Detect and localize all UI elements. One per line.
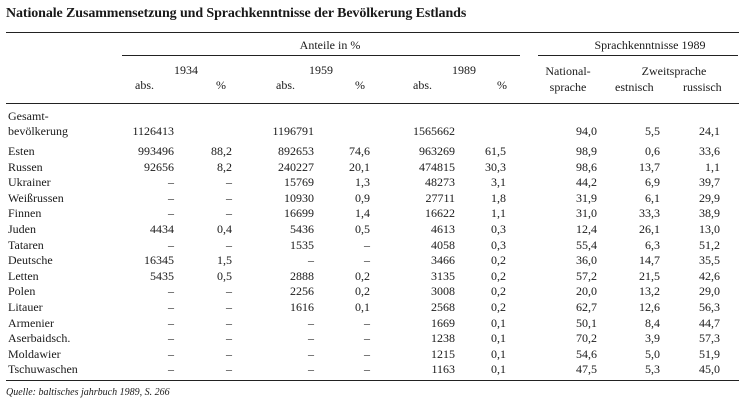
row-label: Polen [8, 284, 36, 298]
table-cell: – [226, 206, 232, 220]
table-cell: 54,6 [576, 347, 597, 361]
table-cell: 38,9 [699, 206, 720, 220]
row-label: Deutsche [8, 253, 53, 267]
table-cell: 0,2 [491, 253, 506, 267]
table-cell: 16345 [144, 253, 174, 267]
row-label: Moldawier [8, 347, 61, 361]
header-abs-1934: abs. [135, 78, 154, 92]
table-cell: – [168, 191, 174, 205]
row-label: Juden [8, 222, 36, 236]
table-cell: – [226, 191, 232, 205]
table-cell: – [308, 316, 314, 330]
table-cell: 0,5 [355, 222, 370, 236]
table-cell: 0,9 [355, 191, 370, 205]
table-cell: – [364, 238, 370, 252]
header-year-1959: 1959 [309, 63, 333, 77]
header-bottom-rule [6, 103, 739, 104]
table-cell: 56,3 [699, 300, 720, 314]
table-cell: 6,9 [645, 175, 660, 189]
table-cell: – [226, 347, 232, 361]
table-cell: – [168, 300, 174, 314]
table-cell: 0,2 [491, 300, 506, 314]
total-cell: 5,5 [645, 124, 660, 138]
table-cell: 0,2 [491, 284, 506, 298]
table-cell: 57,2 [576, 269, 597, 283]
total-cell: 1196791 [272, 124, 314, 138]
table-cell: 1,3 [355, 175, 370, 189]
table-cell: 0,2 [355, 269, 370, 283]
table-cell: 4434 [150, 222, 174, 236]
table-cell: 47,5 [576, 362, 597, 376]
table-cell: 5,3 [645, 362, 660, 376]
table-cell: 0,5 [217, 269, 232, 283]
table-cell: 0,1 [355, 300, 370, 314]
table-cell: 92656 [144, 160, 174, 174]
table-cell: 993496 [138, 144, 174, 158]
table-cell: 1,5 [217, 253, 232, 267]
row-label: Weißrussen [8, 191, 64, 205]
total-cell: 1565662 [413, 124, 455, 138]
row-label: Tschuwaschen [8, 362, 78, 376]
table-cell: – [364, 347, 370, 361]
table-cell: 0,2 [355, 284, 370, 298]
table-cell: 98,6 [576, 160, 597, 174]
table-cell: 0,4 [217, 222, 232, 236]
table-cell: 4058 [431, 238, 455, 252]
table-cell: 55,4 [576, 238, 597, 252]
header-russisch: russisch [683, 80, 722, 94]
table-cell: – [364, 362, 370, 376]
table-cell: 0,6 [645, 144, 660, 158]
table-cell: 1535 [290, 238, 314, 252]
anteile-rule [122, 55, 520, 56]
row-label: Ukrainer [8, 175, 51, 189]
table-cell: 21,5 [639, 269, 660, 283]
table-cell: – [226, 331, 232, 345]
table-cell: – [168, 175, 174, 189]
table-cell: – [226, 284, 232, 298]
table-title: Nationale Zusammensetzung und Sprachkenntnisse der Bevölkerung Estlands [6, 6, 467, 21]
table-cell: 240227 [278, 160, 314, 174]
table-cell: 1669 [431, 316, 455, 330]
row-label: Esten [8, 144, 35, 158]
table-cell: 5,0 [645, 347, 660, 361]
table-cell: 2568 [431, 300, 455, 314]
table-cell: – [168, 284, 174, 298]
table-cell: – [226, 238, 232, 252]
total-cell: 1126413 [132, 124, 174, 138]
table-cell: 44,2 [576, 175, 597, 189]
table-cell: 5436 [290, 222, 314, 236]
table-cell: 2256 [290, 284, 314, 298]
header-national-line2: sprache [549, 80, 587, 94]
table-cell: 12,4 [576, 222, 597, 236]
header-pct-1989: % [497, 78, 507, 92]
table-cell: 51,9 [699, 347, 720, 361]
top-rule [6, 32, 739, 33]
table-cell: 16699 [284, 206, 314, 220]
table-cell: 1616 [290, 300, 314, 314]
source-note: Quelle: baltisches jahrbuch 1989, S. 266 [6, 387, 170, 398]
table-cell: 0,1 [491, 331, 506, 345]
table-cell: 474815 [419, 160, 455, 174]
table-cell: – [226, 300, 232, 314]
table-cell: – [226, 316, 232, 330]
table-cell: 50,1 [576, 316, 597, 330]
table-cell: 51,2 [699, 238, 720, 252]
table-cell: 26,1 [639, 222, 660, 236]
row-label: Aserbaidsch. [8, 331, 71, 345]
table-cell: 35,5 [699, 253, 720, 267]
table-cell: 1238 [431, 331, 455, 345]
table-cell: 88,2 [211, 144, 232, 158]
table-cell: 16622 [425, 206, 455, 220]
header-abs-1989: abs. [413, 78, 432, 92]
table-cell: 20,0 [576, 284, 597, 298]
table-cell: – [168, 331, 174, 345]
table-cell: – [168, 206, 174, 220]
table-cell: 3,1 [491, 175, 506, 189]
table-cell: – [364, 253, 370, 267]
total-label-line1: Gesamt- [8, 109, 49, 123]
table-cell: 70,2 [576, 331, 597, 345]
table-cell: 0,3 [491, 222, 506, 236]
table-cell: 8,2 [217, 160, 232, 174]
row-label: Letten [8, 269, 39, 283]
row-label: Tataren [8, 238, 44, 252]
table-cell: – [308, 253, 314, 267]
table-cell: 1215 [431, 347, 455, 361]
table-cell: 0,1 [491, 347, 506, 361]
table-cell: 3008 [431, 284, 455, 298]
table-cell: – [168, 238, 174, 252]
table-cell: 13,7 [639, 160, 660, 174]
sprach-rule [538, 55, 738, 56]
table-cell: 2888 [290, 269, 314, 283]
table-cell: 13,0 [699, 222, 720, 236]
table-cell: 31,9 [576, 191, 597, 205]
table-cell: 1,4 [355, 206, 370, 220]
table-cell: 15769 [284, 175, 314, 189]
table-cell: 6,3 [645, 238, 660, 252]
header-pct-1959: % [355, 78, 365, 92]
table-cell: 1,8 [491, 191, 506, 205]
table-cell: 20,1 [349, 160, 370, 174]
table-cell: 1,1 [491, 206, 506, 220]
table-cell: 0,2 [491, 269, 506, 283]
table-cell: 13,2 [639, 284, 660, 298]
table-cell: – [168, 316, 174, 330]
table-cell: 1163 [431, 362, 455, 376]
table-cell: 62,7 [576, 300, 597, 314]
header-national-line1: National- [545, 64, 591, 78]
table-cell: 14,7 [639, 253, 660, 267]
table-cell: – [168, 362, 174, 376]
table-cell: – [364, 331, 370, 345]
table-cell: 0,1 [491, 362, 506, 376]
table-cell: 45,0 [699, 362, 720, 376]
table-cell: 10930 [284, 191, 314, 205]
table-cell: 61,5 [485, 144, 506, 158]
table-cell: 33,6 [699, 144, 720, 158]
bottom-rule [6, 380, 739, 381]
table-cell: 4613 [431, 222, 455, 236]
header-pct-1934: % [216, 78, 226, 92]
header-abs-1959: abs. [276, 78, 295, 92]
table-cell: 36,0 [576, 253, 597, 267]
header-sprachkenntnisse: Sprachkenntnisse 1989 [594, 38, 706, 52]
table-cell: 27711 [425, 191, 455, 205]
table-cell: 31,0 [576, 206, 597, 220]
table-cell: 30,3 [485, 160, 506, 174]
table-cell: 29,0 [699, 284, 720, 298]
table-cell: 39,7 [699, 175, 720, 189]
total-cell: 24,1 [699, 124, 720, 138]
table-cell: 1,1 [705, 160, 720, 174]
row-label: Litauer [8, 300, 43, 314]
header-zweitsprache: Zweitsprache [641, 64, 707, 78]
header-estnisch: estnisch [615, 80, 654, 94]
table-cell: 5435 [150, 269, 174, 283]
table-cell: – [364, 316, 370, 330]
table-cell: – [168, 347, 174, 361]
table-cell: 29,9 [699, 191, 720, 205]
table-cell: 963269 [419, 144, 455, 158]
total-label-line2: bevölkerung [8, 124, 68, 138]
total-cell: 94,0 [576, 124, 597, 138]
header-year-1934: 1934 [174, 63, 198, 77]
table-cell: – [308, 362, 314, 376]
table-cell: 98,9 [576, 144, 597, 158]
table-cell: – [226, 175, 232, 189]
table-cell: 0,3 [491, 238, 506, 252]
table-cell: 48273 [425, 175, 455, 189]
table-cell: 8,4 [645, 316, 660, 330]
header-anteile: Anteile in % [299, 38, 361, 52]
table-cell: 3135 [431, 269, 455, 283]
row-label: Finnen [8, 206, 42, 220]
table-cell: 3,9 [645, 331, 660, 345]
table-cell: 892653 [278, 144, 314, 158]
table-cell: 74,6 [349, 144, 370, 158]
row-label: Armenier [8, 316, 54, 330]
table-cell: – [226, 362, 232, 376]
table-cell: 42,6 [699, 269, 720, 283]
table-cell: – [308, 331, 314, 345]
table-cell: – [308, 347, 314, 361]
table-cell: 33,3 [639, 206, 660, 220]
table-cell: 12,6 [639, 300, 660, 314]
row-label: Russen [8, 160, 43, 174]
table-cell: 6,1 [645, 191, 660, 205]
table-cell: 3466 [431, 253, 455, 267]
table-cell: 57,3 [699, 331, 720, 345]
table-cell: 0,1 [491, 316, 506, 330]
header-year-1989: 1989 [452, 63, 476, 77]
table-cell: 44,7 [699, 316, 720, 330]
